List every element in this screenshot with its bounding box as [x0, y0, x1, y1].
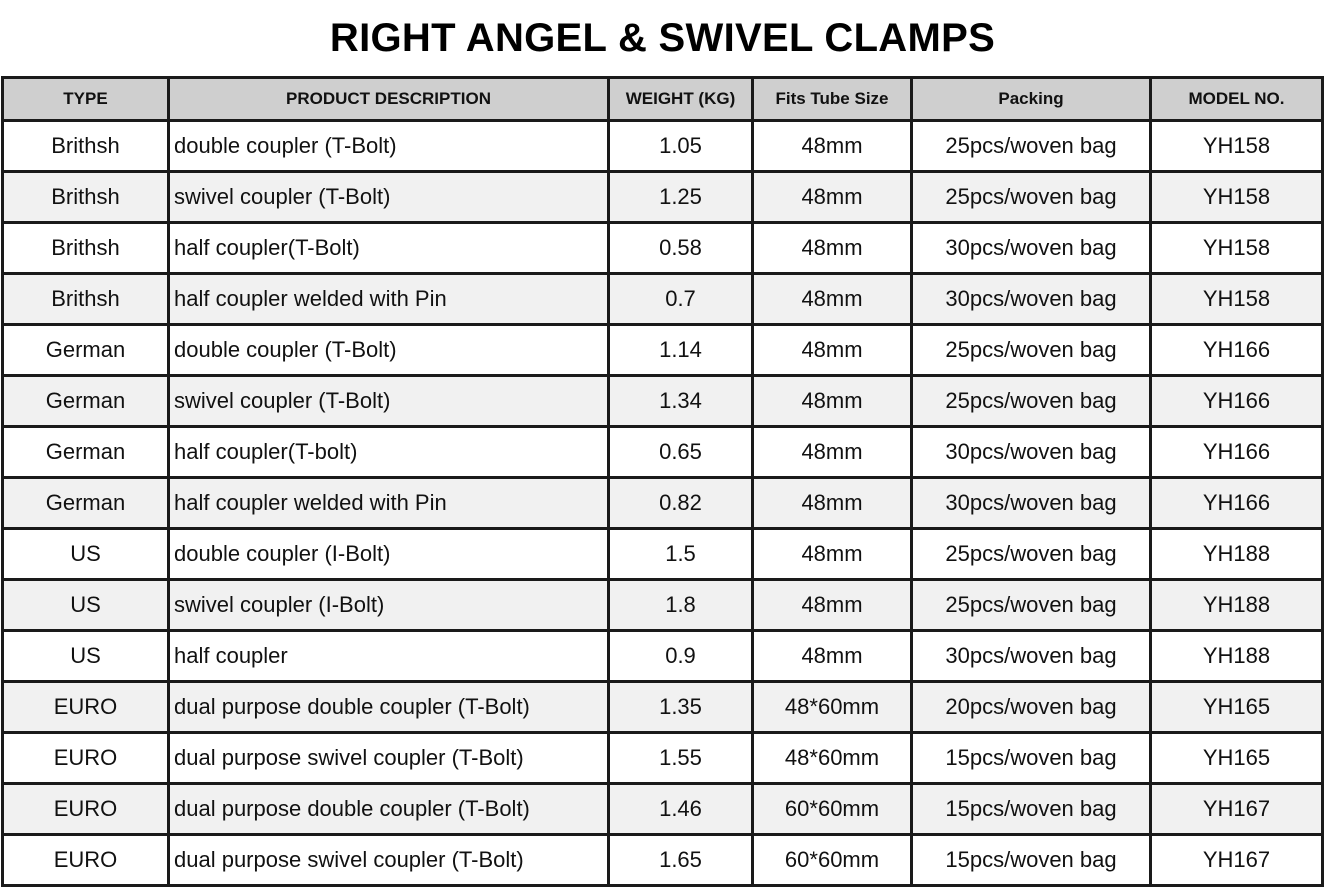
weight-cell: 1.65 — [609, 835, 753, 886]
table-row — [3, 682, 1323, 733]
description-cell: dual purpose swivel coupler (T-Bolt) — [169, 835, 609, 886]
description-cell: double coupler (I-Bolt) — [169, 529, 609, 580]
description-cell: half coupler(T-bolt) — [169, 427, 609, 478]
description-cell: swivel coupler (T-Bolt) — [169, 172, 609, 223]
table-row — [3, 580, 1323, 631]
type-cell: Brithsh — [3, 172, 169, 223]
description-cell: half coupler — [169, 631, 609, 682]
tube-size-cell: 60*60mm — [753, 835, 912, 886]
model-no-cell: YH165 — [1151, 682, 1323, 733]
type-cell: US — [3, 580, 169, 631]
weight-cell: 1.34 — [609, 376, 753, 427]
type-cell: Brithsh — [3, 223, 169, 274]
model-no-cell: YH158 — [1151, 121, 1323, 172]
table-row — [3, 274, 1323, 325]
weight-cell: 1.05 — [609, 121, 753, 172]
type-cell: US — [3, 529, 169, 580]
description-cell: swivel coupler (T-Bolt) — [169, 376, 609, 427]
packing-cell: 30pcs/woven bag — [912, 274, 1151, 325]
column-header-tube-size: Fits Tube Size — [753, 78, 912, 121]
packing-cell: 25pcs/woven bag — [912, 121, 1151, 172]
table-row — [3, 223, 1323, 274]
tube-size-cell: 48mm — [753, 529, 912, 580]
weight-cell: 0.7 — [609, 274, 753, 325]
packing-cell: 25pcs/woven bag — [912, 580, 1151, 631]
packing-cell: 15pcs/woven bag — [912, 784, 1151, 835]
table-row — [3, 325, 1323, 376]
weight-cell: 0.9 — [609, 631, 753, 682]
model-no-cell: YH167 — [1151, 835, 1323, 886]
table-body — [3, 121, 1323, 886]
weight-cell: 1.5 — [609, 529, 753, 580]
description-cell: double coupler (T-Bolt) — [169, 325, 609, 376]
description-cell: dual purpose double coupler (T-Bolt) — [169, 784, 609, 835]
packing-cell: 25pcs/woven bag — [912, 325, 1151, 376]
table-row — [3, 427, 1323, 478]
description-cell: dual purpose swivel coupler (T-Bolt) — [169, 733, 609, 784]
tube-size-cell: 48mm — [753, 121, 912, 172]
packing-cell: 25pcs/woven bag — [912, 529, 1151, 580]
weight-cell: 1.55 — [609, 733, 753, 784]
packing-cell: 20pcs/woven bag — [912, 682, 1151, 733]
tube-size-cell: 48mm — [753, 580, 912, 631]
weight-cell: 1.14 — [609, 325, 753, 376]
table-row — [3, 835, 1323, 886]
type-cell: US — [3, 631, 169, 682]
table-row — [3, 121, 1323, 172]
model-no-cell: YH166 — [1151, 427, 1323, 478]
type-cell: EURO — [3, 784, 169, 835]
header-row — [3, 78, 1323, 121]
column-header-model-no: MODEL NO. — [1151, 78, 1323, 121]
tube-size-cell: 48mm — [753, 325, 912, 376]
table-row — [3, 733, 1323, 784]
packing-cell: 30pcs/woven bag — [912, 631, 1151, 682]
packing-cell: 25pcs/woven bag — [912, 376, 1151, 427]
description-cell: half coupler(T-Bolt) — [169, 223, 609, 274]
table-row — [3, 376, 1323, 427]
model-no-cell: YH158 — [1151, 274, 1323, 325]
table-row — [3, 784, 1323, 835]
tube-size-cell: 48mm — [753, 631, 912, 682]
column-header-product-description: PRODUCT DESCRIPTION — [169, 78, 609, 121]
weight-cell: 1.35 — [609, 682, 753, 733]
model-no-cell: YH166 — [1151, 478, 1323, 529]
tube-size-cell: 48mm — [753, 172, 912, 223]
tube-size-cell: 60*60mm — [753, 784, 912, 835]
tube-size-cell: 48mm — [753, 223, 912, 274]
tube-size-cell: 48mm — [753, 376, 912, 427]
type-cell: German — [3, 376, 169, 427]
model-no-cell: YH188 — [1151, 529, 1323, 580]
weight-cell: 1.25 — [609, 172, 753, 223]
column-header-packing: Packing — [912, 78, 1151, 121]
model-no-cell: YH188 — [1151, 631, 1323, 682]
description-cell: dual purpose double coupler (T-Bolt) — [169, 682, 609, 733]
tube-size-cell: 48mm — [753, 427, 912, 478]
packing-cell: 25pcs/woven bag — [912, 172, 1151, 223]
model-no-cell: YH167 — [1151, 784, 1323, 835]
weight-cell: 0.82 — [609, 478, 753, 529]
type-cell: Brithsh — [3, 274, 169, 325]
description-cell: half coupler welded with Pin — [169, 274, 609, 325]
table-row — [3, 172, 1323, 223]
tube-size-cell: 48mm — [753, 274, 912, 325]
type-cell: EURO — [3, 682, 169, 733]
weight-cell: 0.65 — [609, 427, 753, 478]
packing-cell: 15pcs/woven bag — [912, 733, 1151, 784]
packing-cell: 30pcs/woven bag — [912, 427, 1151, 478]
packing-cell: 15pcs/woven bag — [912, 835, 1151, 886]
clamp-spec-table — [1, 76, 1324, 887]
tube-size-cell: 48mm — [753, 478, 912, 529]
tube-size-cell: 48*60mm — [753, 733, 912, 784]
description-cell: half coupler welded with Pin — [169, 478, 609, 529]
model-no-cell: YH165 — [1151, 733, 1323, 784]
model-no-cell: YH166 — [1151, 376, 1323, 427]
description-cell: double coupler (T-Bolt) — [169, 121, 609, 172]
type-cell: German — [3, 325, 169, 376]
type-cell: German — [3, 427, 169, 478]
tube-size-cell: 48*60mm — [753, 682, 912, 733]
weight-cell: 1.8 — [609, 580, 753, 631]
table-row — [3, 529, 1323, 580]
type-cell: Brithsh — [3, 121, 169, 172]
weight-cell: 1.46 — [609, 784, 753, 835]
packing-cell: 30pcs/woven bag — [912, 478, 1151, 529]
type-cell: EURO — [3, 733, 169, 784]
model-no-cell: YH166 — [1151, 325, 1323, 376]
description-cell: swivel coupler (I-Bolt) — [169, 580, 609, 631]
column-header-weight: WEIGHT (KG) — [609, 78, 753, 121]
weight-cell: 0.58 — [609, 223, 753, 274]
column-header-type: TYPE — [3, 78, 169, 121]
model-no-cell: YH158 — [1151, 223, 1323, 274]
page-title: RIGHT ANGEL & SWIVEL CLAMPS — [329, 16, 996, 60]
model-no-cell: YH158 — [1151, 172, 1323, 223]
packing-cell: 30pcs/woven bag — [912, 223, 1151, 274]
table-row — [3, 631, 1323, 682]
type-cell: German — [3, 478, 169, 529]
table-row — [3, 478, 1323, 529]
model-no-cell: YH188 — [1151, 580, 1323, 631]
type-cell: EURO — [3, 835, 169, 886]
